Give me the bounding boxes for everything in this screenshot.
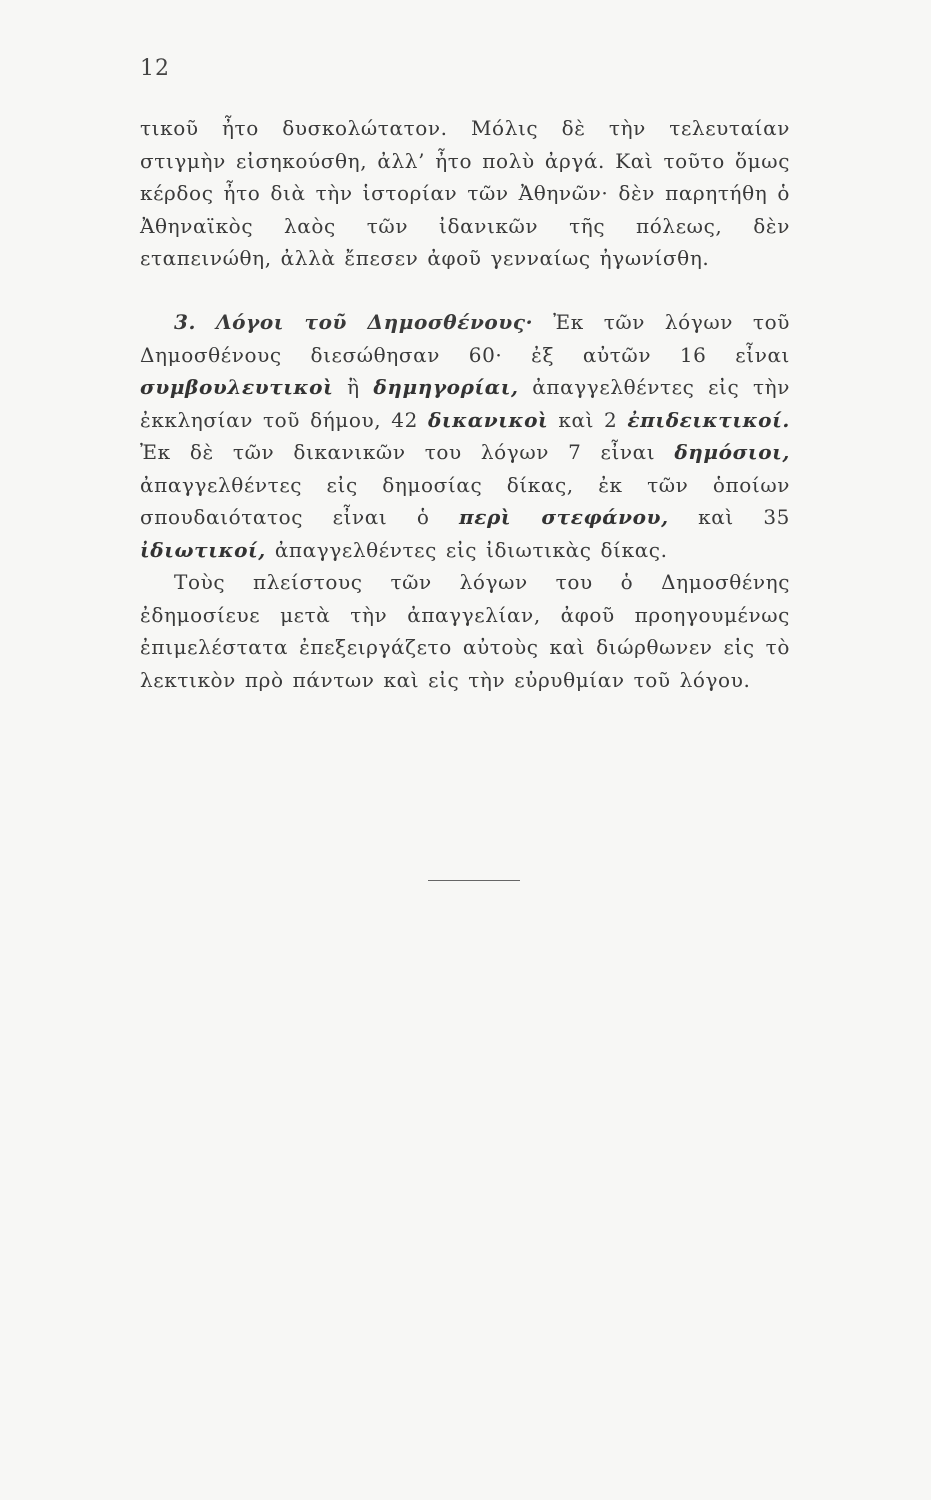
section-demosthenes-speeches <box>140 306 790 696</box>
page-number: 12 <box>140 56 170 81</box>
paragraph-2-text-1: Ἐκ τῶν λόγων τοῦ Δημοσθένους διεσώθησαν 60· ἐξ αὐτῶν 16 εἶναι <box>140 310 790 367</box>
paragraph-2-text-4: καὶ 2 <box>558 407 618 432</box>
term-idiotikoi: ἰδιωτικοί, <box>140 537 266 562</box>
term-peri-stephanou: περὶ στεφάνου, <box>459 505 669 529</box>
term-symbouleutikoi: συμβουλευτικοὶ <box>140 375 334 399</box>
paragraph-2-text-3: ἀπαγγελθέντες εἰς τὴν ἐκκλησίαν τοῦ δήμου, 42 <box>140 375 790 432</box>
paragraph-1-text: τικοῦ ἦτο δυσκολώτατον. Μόλις δὲ τὴν τελευταίαν στιγμὴν εἰσηκούσθη, ἀλλ’ ἦτο πολὺ ἀργά. Καὶ τοῦτο ὅμως κέρδος ἦτο διὰ τὴν ἱστορίαν τῶν Ἀθηνῶν· δὲν παρητήθη ὁ Ἀθηναϊκὸς λαὸς τῶν ἰδανικῶν τῆς πόλεως, δὲν εταπεινώθη, ἀλλὰ ἔπεσεν ἀφοῦ γενναίως ἠγωνίσθη. <box>140 116 790 270</box>
term-demosioi: δημόσιοι, <box>674 440 790 464</box>
paragraph-2-text-7: καὶ 35 <box>698 505 790 529</box>
paragraph-2 <box>140 306 790 566</box>
end-rule-divider <box>428 880 520 881</box>
paragraph-3: Τοὺς πλείστους τῶν λόγων του ὁ Δημοσθένης ἐδημοσίευε μετὰ τὴν ἀπαγγελίαν, ἀφοῦ προηγουμένως ἐπιμελέστατα ἐπεξειργάζετο αὐτοὺς καὶ διώρθωνεν εἰς τὸ λεκτικὸν πρὸ πάντων καὶ εἰς τὴν εὐρυθμίαν τοῦ λόγου. <box>140 570 790 692</box>
paragraph-2-text-5: Ἐκ δὲ τῶν δικανικῶν του λόγων 7 εἶναι <box>140 440 656 464</box>
paragraph-2-text-8: ἀπαγγελθέντες εἰς ἰδιωτικὰς δίκας. <box>274 537 668 562</box>
term-epideiktikoi: ἐπιδεικτικοί. <box>627 407 790 432</box>
term-dikanikoi: δικανικοὶ <box>427 407 549 432</box>
paragraph-2-text-6: ἀπαγγελθέντες εἰς δημοσίας δίκας, ἐκ τῶν ὁποίων σπουδαιότατος εἶναι ὁ <box>140 472 790 529</box>
term-demegoriai: δημηγορίαι, <box>373 375 519 399</box>
paragraph-continuation <box>140 112 790 275</box>
paragraph-2-text-2: ἢ <box>347 375 360 399</box>
section-number: 3. <box>174 310 197 334</box>
section-title: Λόγοι τοῦ Δημοσθένους· <box>215 310 534 334</box>
